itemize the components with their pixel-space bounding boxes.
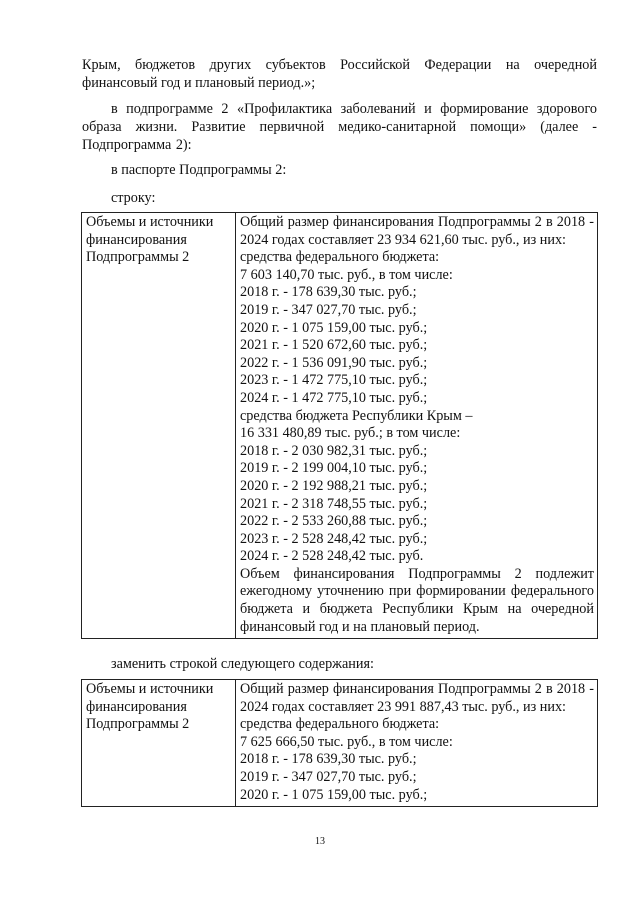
continuation-line-1: Крым, бюджетов других субъектов Российской Федерации на очередной — [82, 57, 597, 73]
funding-note: Объем финансирования Подпрограммы 2 подлежит ежегодному уточнению при формировании федерального бюджета и бюджета Республики Крым на очередной финансовый год и на плановый период. — [240, 565, 594, 635]
federal-year-line: 2018 г. - 178 639,30 тыс. руб.; — [240, 284, 417, 301]
federal-year-line: 2019 г. - 347 027,70 тыс. руб.; — [240, 301, 417, 318]
federal-year-line: 2023 г. - 1 472 775,10 тыс. руб.; — [240, 372, 428, 389]
federal-year-line: 2021 г. - 1 520 672,60 тыс. руб.; — [240, 337, 428, 354]
page-number: 13 — [315, 836, 325, 847]
federal-total: 7 603 140,70 тыс. руб., в том числе: — [240, 266, 453, 283]
federal-year-line: 2024 г. - 1 472 775,10 тыс. руб.; — [240, 389, 428, 406]
federal-year-line: 2020 г. - 1 075 159,00 тыс. руб.; — [240, 319, 428, 336]
funding-label: Объемы и источники финансирования Подпрограммы 2 — [86, 681, 214, 733]
crimea-total: 16 331 480,89 тыс. руб.; в том числе: — [240, 425, 461, 442]
table-row — [82, 213, 598, 639]
crimea-year-line: 2019 г. - 2 199 004,10 тыс. руб.; — [240, 460, 428, 477]
funding-intro: Общий размер финансирования Подпрограммы 2 в 2018 - 2024 годах составляет 23 934 621,60 тыс. руб., из них: — [240, 214, 594, 248]
federal-total: 7 625 666,50 тыс. руб., в том числе: — [240, 733, 453, 750]
crimea-year-line: 2020 г. - 2 192 988,21 тыс. руб.; — [240, 477, 428, 494]
table-new-row — [81, 679, 598, 807]
paragraph-row: строку: — [111, 190, 156, 206]
federal-title: средства федерального бюджета: — [240, 249, 440, 266]
federal-year-line: 2018 г. - 178 639,30 тыс. руб.; — [240, 751, 417, 768]
table-value-cell — [236, 213, 598, 639]
federal-year-line: 2019 г. - 347 027,70 тыс. руб.; — [240, 768, 417, 785]
table-label-cell — [82, 213, 236, 639]
crimea-year-line: 2024 г. - 2 528 248,42 тыс. руб. — [240, 548, 424, 565]
funding-intro: Общий размер финансирования Подпрограммы 2 в 2018 - 2024 годах составляет 23 991 887,43 тыс. руб., из них: — [240, 681, 594, 715]
table-row — [82, 680, 598, 807]
table-value-cell — [236, 680, 598, 807]
paragraph-passport: в паспорте Подпрограммы 2: — [111, 162, 287, 178]
continuation-line-2: финансовый год и плановый период.»; — [82, 75, 316, 91]
crimea-year-line: 2023 г. - 2 528 248,42 тыс. руб.; — [240, 530, 428, 547]
paragraph-replace: заменить строкой следующего содержания: — [111, 656, 374, 672]
federal-title: средства федерального бюджета: — [240, 716, 440, 733]
crimea-year-line: 2018 г. - 2 030 982,31 тыс. руб.; — [240, 442, 428, 459]
crimea-year-line: 2022 г. - 2 533 260,88 тыс. руб.; — [240, 513, 428, 530]
paragraph-subprogram-2: в подпрограмме 2 «Профилактика заболеваний и формирование здорового образа жизни. Развитие первичной медико-санитарной помощи» (далее - Подпрограмма 2): — [82, 101, 597, 153]
crimea-year-line: 2021 г. - 2 318 748,55 тыс. руб.; — [240, 495, 428, 512]
crimea-title: средства бюджета Республики Крым – — [240, 407, 473, 424]
paragraph-continuation — [82, 56, 597, 92]
federal-year-line: 2022 г. - 1 536 091,90 тыс. руб.; — [240, 354, 428, 371]
federal-year-line: 2020 г. - 1 075 159,00 тыс. руб.; — [240, 786, 428, 803]
funding-label: Объемы и источники финансирования Подпрограммы 2 — [86, 214, 214, 266]
table-label-cell — [82, 680, 236, 807]
table-old-row — [81, 212, 598, 639]
